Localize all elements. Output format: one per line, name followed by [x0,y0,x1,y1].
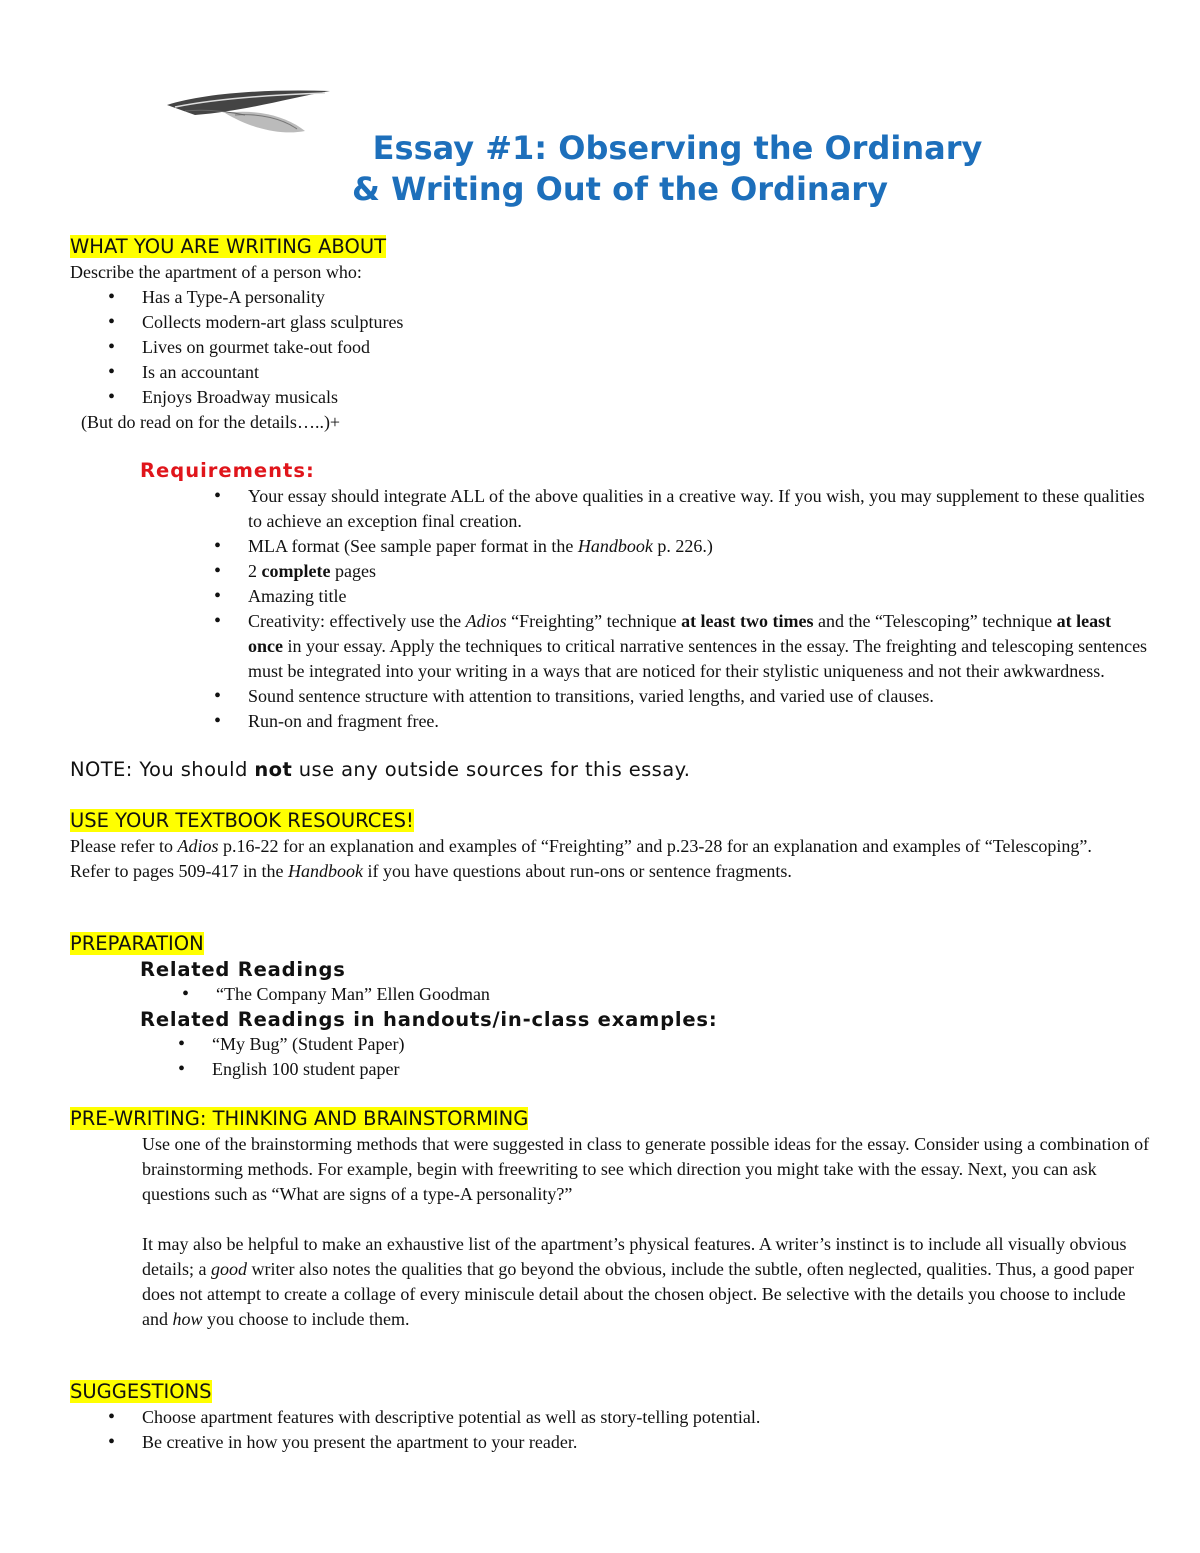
list-item: • Be creative in how you present the apartment to your reader. [142,1430,1150,1455]
requirements-list [248,484,1150,734]
list-item: • Has a Type-A personality [142,285,1150,310]
list-item: • Creativity: effectively use the Adios “Freighting” technique at least two times and the “Telescoping” technique at least once in your essay. Apply the techniques to critical narrative sentences in the essay. The freighting and telescoping sentences must be integrated into your writing in a ways that are noticed for their stylistic uniqueness and not their awkwardness. [248,609,1150,684]
note-emphasis: not [254,758,293,781]
related-readings-list [216,982,1150,1007]
preparation-heading: PREPARATION [70,932,204,955]
list-item: • Lives on gourmet take-out food [142,335,1150,360]
textbook-heading: USE YOUR TEXTBOOK RESOURCES! [70,809,414,832]
note-line: NOTE: You should not use any outside sources for this essay. [70,758,691,781]
writing-about-section [70,234,1150,435]
page-title [0,128,1200,210]
prewriting-paragraph-2: It may also be helpful to make an exhaustive list of the apartment’s physical features. A writer’s instinct is to include all visually obvious details; a good writer also notes the qualities that go beyond the obvious, include the subtle, often neglected, qualities. Thus, a good paper does not attempt to create a collage of every miniscule detail about the chosen object. Be selective with the details you choose to include and how you choose to include them. [142,1234,1134,1329]
requirements-heading: Requirements: [140,459,315,482]
list-item: • Amazing title [248,584,1150,609]
title-line-1: Essay #1: Observing the Ordinary [372,129,983,167]
title-line-2: & Writing Out of the Ordinary [352,170,888,208]
list-item: • Enjoys Broadway musicals [142,385,1150,410]
list-item: • Run-on and fragment free. [248,709,1150,734]
requirements-section [70,458,1150,734]
list-item: • Is an accountant [142,360,1150,385]
writing-about-list [142,285,1150,410]
prewriting-section [70,1106,1150,1332]
suggestions-section [70,1379,1150,1455]
list-item: • Collects modern-art glass sculptures [142,310,1150,335]
writing-about-note: (But do read on for the details…..)+ [81,412,341,432]
list-item: • Your essay should integrate ALL of the above qualities in a creative way. If you wish, you may supplement to these qualities to achieve an exception final creation. [248,484,1150,534]
writing-about-intro: Describe the apartment of a person who: [70,262,362,282]
suggestions-heading: SUGGESTIONS [70,1380,212,1403]
textbook-section [70,808,1150,884]
list-item: • English 100 student paper [212,1057,1150,1082]
list-item: • MLA format (See sample paper format in the Handbook p. 226.) [248,534,1150,559]
writing-about-heading: WHAT YOU ARE WRITING ABOUT [70,235,386,258]
textbook-paragraph: Please refer to Adios p.16-22 for an explanation and examples of “Freighting” and p.23-28 for an explanation and examples of “Telescoping”. Refer to pages 509-417 in the Handbook if you have questions about run-ons or sentence fragments. [70,836,1092,881]
related-readings-heading: Related Readings [140,958,346,981]
list-item: • Sound sentence structure with attention to transitions, varied lengths, and varied use of clauses. [248,684,1150,709]
list-item: • Choose apartment features with descriptive potential as well as story-telling potential. [142,1405,1150,1430]
handouts-readings-list [212,1032,1150,1082]
handouts-readings-heading: Related Readings in handouts/in-class examples: [140,1008,718,1031]
prewriting-paragraph-1: Use one of the brainstorming methods that were suggested in class to generate possible ideas for the essay. Consider using a combination of brainstorming methods. For example, begin with freewriting to see which direction you might take with the essay. Next, you can ask questions such as “What are signs of a type-A personality?” [142,1134,1150,1204]
preparation-section [70,931,1150,1082]
list-item: • “The Company Man” Ellen Goodman [216,982,1150,1007]
list-item: • “My Bug” (Student Paper) [212,1032,1150,1057]
list-item: • 2 complete pages [248,559,1150,584]
prewriting-heading: PRE-WRITING: THINKING AND BRAINSTORMING [70,1107,529,1130]
suggestions-list [142,1405,1150,1455]
